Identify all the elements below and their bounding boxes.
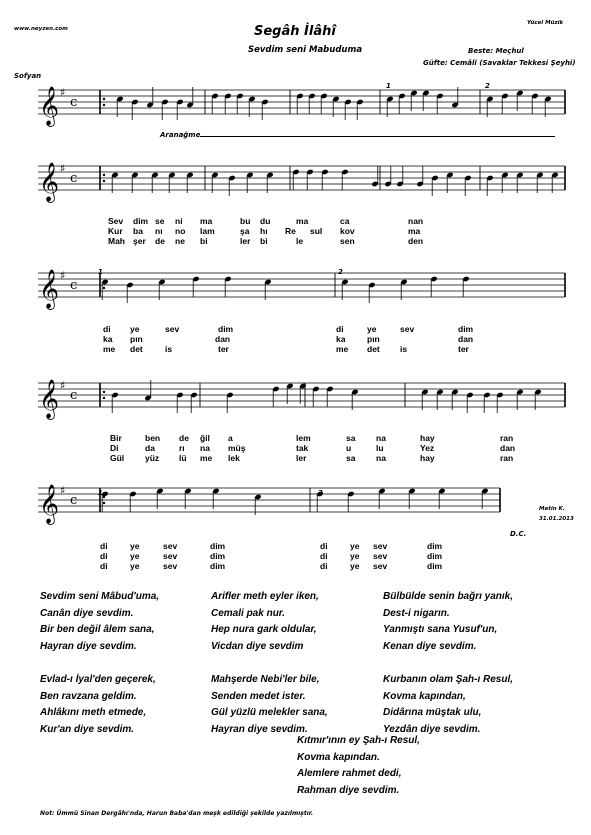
lyric-syllable: de <box>155 236 165 246</box>
lyric-syllable: det <box>130 344 143 354</box>
svg-text:𝄞: 𝄞 <box>39 484 60 524</box>
usul-label: Sofyan <box>14 72 42 80</box>
lyric-syllable: sul <box>310 226 323 236</box>
lyric-syllable: sa <box>346 453 356 463</box>
lyric-syllable: lu <box>376 443 384 453</box>
lyric-syllable: bi <box>260 236 268 246</box>
poem-line: Kovma kapından, <box>383 690 466 702</box>
svg-text:c: c <box>70 171 78 186</box>
lyric-syllable: sev <box>165 324 180 334</box>
svg-text:c: c <box>70 95 78 110</box>
lyric-syllable: yüz <box>145 453 160 463</box>
lyric-syllable: ran <box>500 433 514 443</box>
da-capo: D.C. <box>510 530 527 538</box>
lyric-syllable: bu <box>240 216 251 226</box>
poem-column-4 <box>297 733 420 799</box>
lyric-syllable: di <box>320 551 328 561</box>
volta-1-label-row5: 1 <box>98 489 103 497</box>
composer: Beste: Meçhul <box>468 47 524 55</box>
lyric-syllable: sev <box>163 541 178 551</box>
lyric-syllable: Di <box>110 443 119 453</box>
editor: Metin K. <box>539 506 565 512</box>
poem-line: Senden medet ister. <box>211 690 306 702</box>
poem-line: Kur'an diye sevdim. <box>40 723 135 735</box>
poem-line: Rahman diye sevdim. <box>297 784 400 796</box>
lyric-syllable: tak <box>296 443 309 453</box>
lyric-syllable: no <box>175 226 186 236</box>
poem-line <box>211 655 328 672</box>
lyric-syllable: di <box>100 541 108 551</box>
volta-1-label-row3: 1 <box>98 268 103 276</box>
svg-text:𝄞: 𝄞 <box>39 162 60 202</box>
poem-line: Dest-i nigarın. <box>383 607 450 619</box>
lyric-syllable: de <box>179 433 189 443</box>
lyric-syllable: ler <box>296 453 307 463</box>
poem-line: Alemlere rahmet dedi, <box>297 768 402 780</box>
staff-5 <box>0 480 591 540</box>
lyric-syllable: Re <box>285 226 296 236</box>
lyric-syllable: sev <box>373 561 388 571</box>
lyric-syllable: nan <box>408 216 424 226</box>
poem-line <box>383 655 513 672</box>
lyric-syllable: Mah <box>108 236 125 246</box>
lyric-syllable: lem <box>296 433 311 443</box>
page-subtitle: Sevdim seni Mabuduma <box>248 45 363 55</box>
svg-text:𝄞: 𝄞 <box>39 269 60 309</box>
lyric-syllable: na <box>376 453 386 463</box>
lyric-syllable: dim <box>427 561 443 571</box>
lyric-syllable: dim <box>210 541 226 551</box>
lyric-syllable: di <box>100 561 108 571</box>
svg-text:♯: ♯ <box>60 484 66 497</box>
lyric-syllable: di <box>336 324 344 334</box>
lyric-syllable: ye <box>350 551 360 561</box>
lyric-syllable: ye <box>130 561 140 571</box>
lyric-syllable: hı <box>260 226 268 236</box>
lyric-syllable: sev <box>163 561 178 571</box>
lyric-syllable: ye <box>350 561 360 571</box>
svg-text:♯: ♯ <box>60 162 66 175</box>
lyric-syllable: di <box>103 324 111 334</box>
lyric-syllable: Kur <box>108 226 123 236</box>
lyric-syllable: dim <box>210 551 226 561</box>
svg-text:c: c <box>70 388 78 403</box>
lyric-syllable: se <box>155 216 165 226</box>
poem-line: Kovma kapından. <box>297 751 380 763</box>
lyric-syllable: müş <box>228 443 246 453</box>
lyric-syllable: me <box>103 344 116 354</box>
lyric-syllable: ben <box>145 433 161 443</box>
lyricist: Güfte: Cemâli (Savaklar Tekkesi Şeyhi) <box>423 59 576 67</box>
poem-line <box>40 655 159 672</box>
lyric-syllable: me <box>336 344 349 354</box>
poem-line: Arifler meth eyler iken, <box>211 591 319 602</box>
volta-2-label: 2 <box>485 82 490 90</box>
lyric-syllable: ba <box>133 226 143 236</box>
lyric-syllable: pın <box>130 334 143 344</box>
lyric-syllable: lü <box>179 453 187 463</box>
lyric-syllable: ka <box>336 334 346 344</box>
lyric-syllable: det <box>367 344 380 354</box>
lyric-syllable: hay <box>420 433 435 443</box>
lyric-syllable: u <box>346 443 352 453</box>
poem-line: Ahlâkını meth etmede, <box>40 707 147 719</box>
lyric-syllable: Gül <box>110 453 125 463</box>
lyric-syllable: ye <box>130 324 140 334</box>
lyric-syllable: dim <box>133 216 149 226</box>
poem-line: Mahşerde Nebi'ler bile, <box>211 673 320 685</box>
poem-line: Ben ravzana geldim. <box>40 690 137 702</box>
lyric-syllable: ran <box>500 453 514 463</box>
lyric-syllable: şa <box>240 226 250 236</box>
lyric-syllable: ter <box>458 344 469 354</box>
lyric-syllable: bi <box>200 236 208 246</box>
poem-line: Hayran diye sevdim. <box>211 723 308 735</box>
lyric-syllable: ye <box>367 324 377 334</box>
lyric-syllable: da <box>145 443 155 453</box>
poem-column-1 <box>40 589 159 738</box>
lyric-syllable: ye <box>130 551 140 561</box>
volta-2-label-row3: 2 <box>338 268 343 276</box>
lyric-syllable: na <box>376 433 386 443</box>
footer-note: Not: Ümmü Sinan Dergâhı'nda, Harun Baba'dan meşk edildiği şekilde yazılmıştır. <box>40 810 314 817</box>
lyric-syllable: is <box>400 344 408 354</box>
date: 31.01.2013 <box>539 516 574 522</box>
poem-line: Yezdân diye sevdim. <box>383 723 481 735</box>
lyric-syllable: lek <box>228 453 240 463</box>
lyric-syllable: Yez <box>420 443 435 453</box>
lyric-syllable: hay <box>420 453 435 463</box>
lyric-syllable: ye <box>350 541 360 551</box>
poem-line: Sevdim seni Mâbud'uma, <box>40 591 160 602</box>
lyric-syllable: sen <box>340 236 355 246</box>
poem-line: Evlad-ı İyal'den geçerek, <box>40 673 156 685</box>
poem-line: Gül yüzlü melekler sana, <box>211 707 328 719</box>
poem-line: Yanmıştı sana Yusuf'un, <box>383 624 498 636</box>
lyric-syllable: is <box>165 344 173 354</box>
lyric-syllable: ma <box>408 226 421 236</box>
lyric-syllable: sev <box>400 324 415 334</box>
poem-line: Canân diye sevdim. <box>40 607 134 619</box>
poem-line: Vicdan diye sevdim <box>211 640 304 652</box>
volta-1-label: 1 <box>386 82 391 90</box>
poem-column-3 <box>383 589 513 738</box>
staff-3 <box>0 265 591 325</box>
volta-2-label-row5: 2 <box>318 489 323 497</box>
lyric-syllable: kov <box>340 226 355 236</box>
staff-4 <box>0 375 591 435</box>
lyric-syllable: ne <box>175 236 185 246</box>
lyric-syllable: sev <box>163 551 178 561</box>
aranagme-label: Aranağme <box>160 131 201 139</box>
lyric-syllable: me <box>200 453 213 463</box>
lyric-syllable: ka <box>103 334 113 344</box>
lyric-syllable: ma <box>296 216 309 226</box>
poem-line: Kıtmır'ının ey Şah-ı Resul, <box>297 735 420 746</box>
lyric-syllable: dan <box>500 443 516 453</box>
svg-text:c: c <box>70 278 78 293</box>
lyric-syllable: le <box>296 236 304 246</box>
lyric-syllable: ni <box>175 216 183 226</box>
svg-text:♯: ♯ <box>60 269 66 282</box>
poem-line: Cemali pak nur. <box>211 607 285 619</box>
site-url: www.neyzen.com <box>14 26 68 32</box>
poem-line: Kenan diye sevdim. <box>383 640 477 652</box>
lyric-syllable: sev <box>373 551 388 561</box>
lyric-syllable: dim <box>210 561 226 571</box>
lyric-syllable: pın <box>367 334 380 344</box>
lyric-syllable: di <box>100 551 108 561</box>
publisher: Yücel Müzik <box>527 20 564 26</box>
lyric-syllable: dim <box>458 324 474 334</box>
poem-line: Bülbülde senin bağrı yanık, <box>383 591 514 602</box>
poem-line: Hep nura gark oldular, <box>211 624 317 636</box>
poem-column-2 <box>211 589 328 738</box>
lyric-syllable: dan <box>215 334 231 344</box>
svg-text:♯: ♯ <box>60 86 66 99</box>
lyric-syllable: dim <box>427 541 443 551</box>
lyric-syllable: nı <box>155 226 163 236</box>
staff-1 <box>0 82 591 142</box>
lyric-syllable: dim <box>427 551 443 561</box>
lyric-syllable: dim <box>218 324 234 334</box>
lyric-syllable: a <box>228 433 233 443</box>
poem-line: Hayran diye sevdim. <box>40 640 137 652</box>
lyric-syllable: den <box>408 236 424 246</box>
lyric-syllable: ma <box>200 216 213 226</box>
lyric-syllable: du <box>260 216 271 226</box>
poem-line: Kurbanın olam Şah-ı Resul, <box>383 673 514 685</box>
lyric-syllable: Bir <box>110 433 122 443</box>
lyric-syllable: di <box>320 561 328 571</box>
lyric-syllable: Sev <box>108 216 124 226</box>
svg-text:♯: ♯ <box>60 379 66 392</box>
svg-text:c: c <box>70 493 78 508</box>
svg-text:𝄞: 𝄞 <box>39 379 60 419</box>
lyric-syllable: ye <box>130 541 140 551</box>
lyric-syllable: ler <box>240 236 251 246</box>
lyric-syllable: şer <box>133 236 146 246</box>
lyric-syllable: dan <box>458 334 474 344</box>
lyric-syllable: ca <box>340 216 350 226</box>
lyric-syllable: ğil <box>200 433 210 443</box>
poem-line: Didârına müştak ulu, <box>383 707 482 719</box>
lyric-syllable: na <box>200 443 210 453</box>
poem-line: Bir ben değil âlem sana, <box>40 624 155 636</box>
page-title: Segâh İlâhî <box>254 24 336 39</box>
lyric-syllable: sev <box>373 541 388 551</box>
svg-text:𝄞: 𝄞 <box>39 86 60 126</box>
lyric-syllable: di <box>320 541 328 551</box>
staff-2 <box>0 158 591 218</box>
lyric-syllable: sa <box>346 433 356 443</box>
lyric-syllable: lam <box>200 226 215 236</box>
lyric-syllable: ter <box>218 344 229 354</box>
lyric-syllable: rı <box>179 443 185 453</box>
